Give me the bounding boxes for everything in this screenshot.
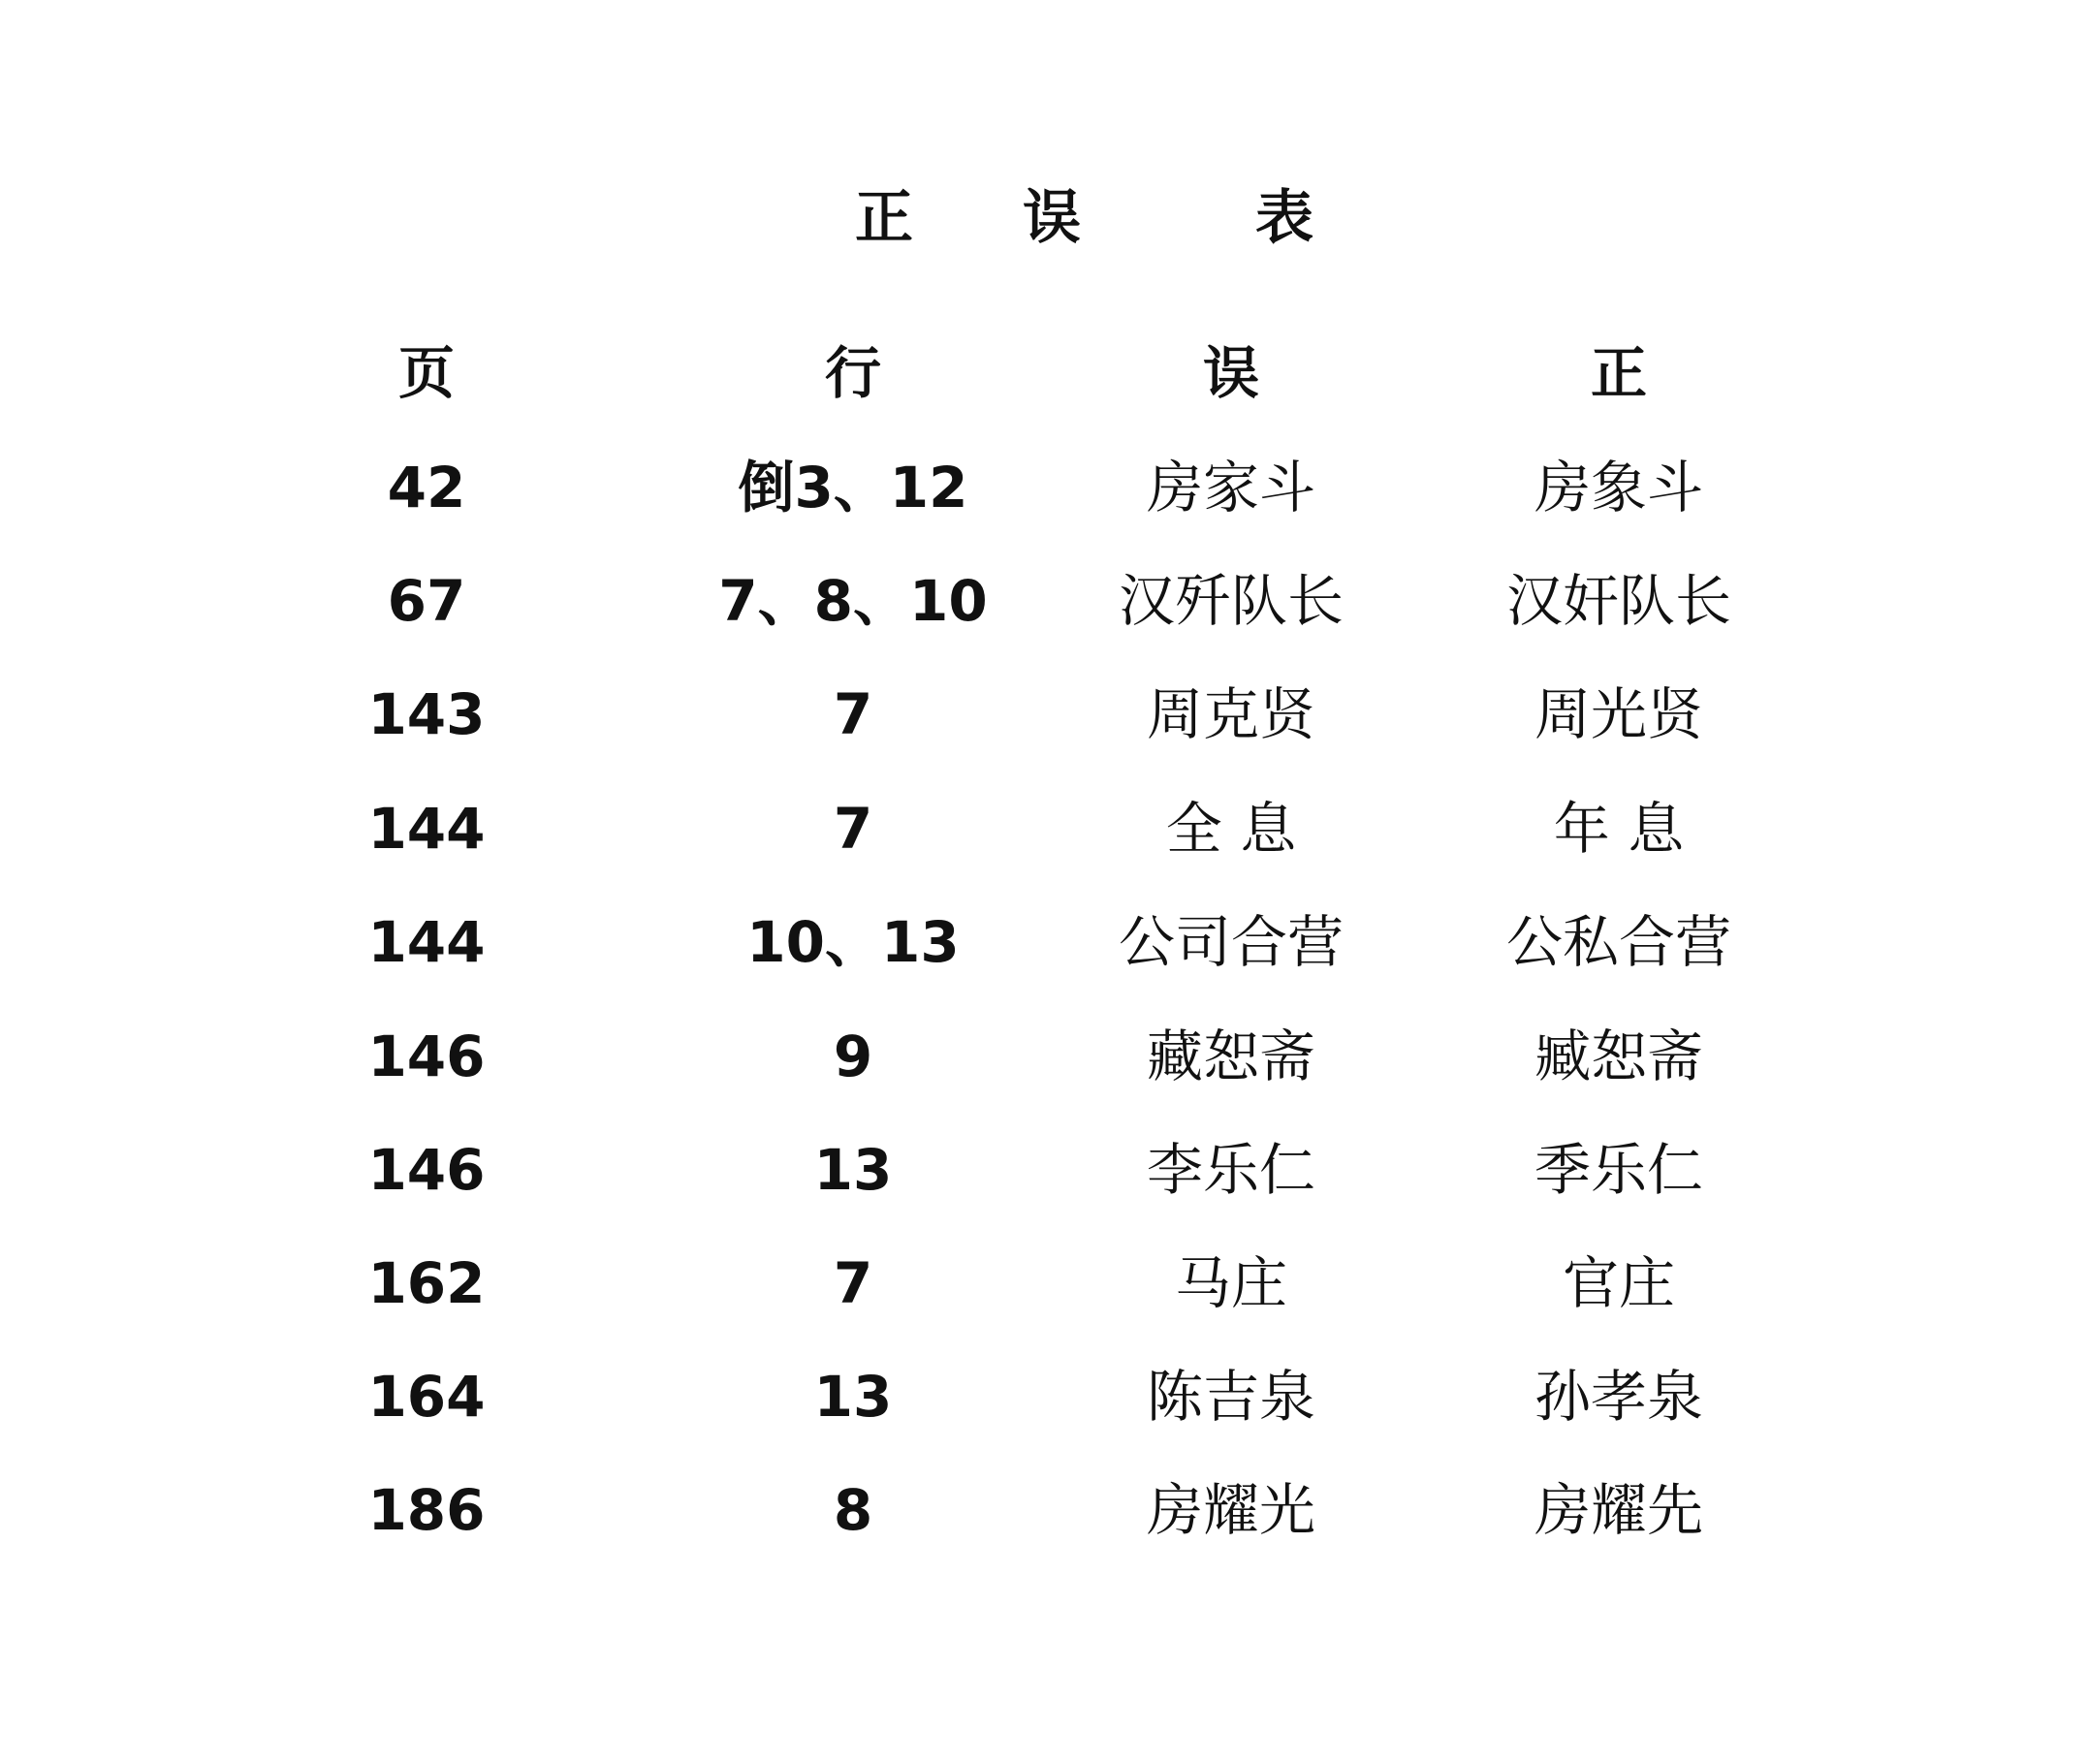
cell-line: 7 xyxy=(833,796,873,862)
cell-page: 146 xyxy=(367,1137,486,1203)
table-row xyxy=(0,449,2088,526)
table-row xyxy=(0,676,2088,753)
cell-page: 42 xyxy=(387,455,466,520)
cell-wrong: 藏恕斋 xyxy=(1146,1024,1315,1089)
cell-right: 臧恕斋 xyxy=(1534,1024,1703,1089)
cell-right: 汉奸队长 xyxy=(1505,568,1731,634)
cell-wrong: 房家斗 xyxy=(1146,455,1315,520)
cell-line: 倒3、12 xyxy=(738,455,968,520)
header-right: 正 xyxy=(1590,340,1647,406)
cell-page: 186 xyxy=(367,1477,486,1543)
cell-right: 房耀先 xyxy=(1534,1477,1703,1543)
cell-line: 9 xyxy=(833,1024,873,1089)
cell-wrong: 全 息 xyxy=(1165,796,1297,862)
header-line: 行 xyxy=(824,340,881,406)
cell-line: 10、13 xyxy=(746,909,960,975)
table-row xyxy=(0,1018,2088,1095)
title-char-wu: 误 xyxy=(1023,184,1081,252)
title-char-biao: 表 xyxy=(1255,184,1313,252)
table-row xyxy=(0,1244,2088,1322)
cell-wrong: 陈吉泉 xyxy=(1146,1364,1315,1430)
table-header xyxy=(0,334,2088,412)
table-row xyxy=(0,562,2088,640)
table-row xyxy=(0,1131,2088,1209)
cell-right: 周光贤 xyxy=(1534,681,1703,747)
cell-line: 8 xyxy=(833,1477,873,1543)
cell-wrong: 公司合营 xyxy=(1118,909,1344,975)
table-row xyxy=(0,1471,2088,1549)
cell-wrong: 房耀光 xyxy=(1146,1477,1315,1543)
cell-right: 官庄 xyxy=(1562,1250,1675,1316)
cell-right: 房象斗 xyxy=(1534,455,1703,520)
table-row xyxy=(0,903,2088,981)
cell-line: 13 xyxy=(813,1364,893,1430)
cell-line: 13 xyxy=(813,1137,893,1203)
table-row xyxy=(0,790,2088,867)
cell-line: 7 xyxy=(833,1250,873,1316)
cell-line: 7 xyxy=(833,681,873,747)
header-wrong: 误 xyxy=(1202,340,1259,406)
cell-page: 164 xyxy=(367,1364,486,1430)
cell-right: 孙孝泉 xyxy=(1534,1364,1703,1430)
cell-page: 146 xyxy=(367,1024,486,1089)
header-page: 页 xyxy=(397,340,455,406)
page-title xyxy=(0,184,2088,252)
table-row xyxy=(0,1358,2088,1435)
cell-page: 67 xyxy=(387,568,466,634)
cell-line: 7、8、10 xyxy=(718,568,988,634)
cell-wrong: 李乐仁 xyxy=(1146,1137,1315,1203)
cell-wrong: 汉歼队长 xyxy=(1118,568,1344,634)
title-char-zheng: 正 xyxy=(855,184,913,252)
cell-wrong: 周克贤 xyxy=(1146,681,1315,747)
cell-right: 季乐仁 xyxy=(1534,1137,1703,1203)
cell-right: 公私合营 xyxy=(1505,909,1731,975)
cell-page: 143 xyxy=(367,681,486,747)
cell-right: 年 息 xyxy=(1553,796,1685,862)
cell-page: 162 xyxy=(367,1250,486,1316)
cell-wrong: 马庄 xyxy=(1174,1250,1287,1316)
cell-page: 144 xyxy=(367,796,486,862)
cell-page: 144 xyxy=(367,909,486,975)
